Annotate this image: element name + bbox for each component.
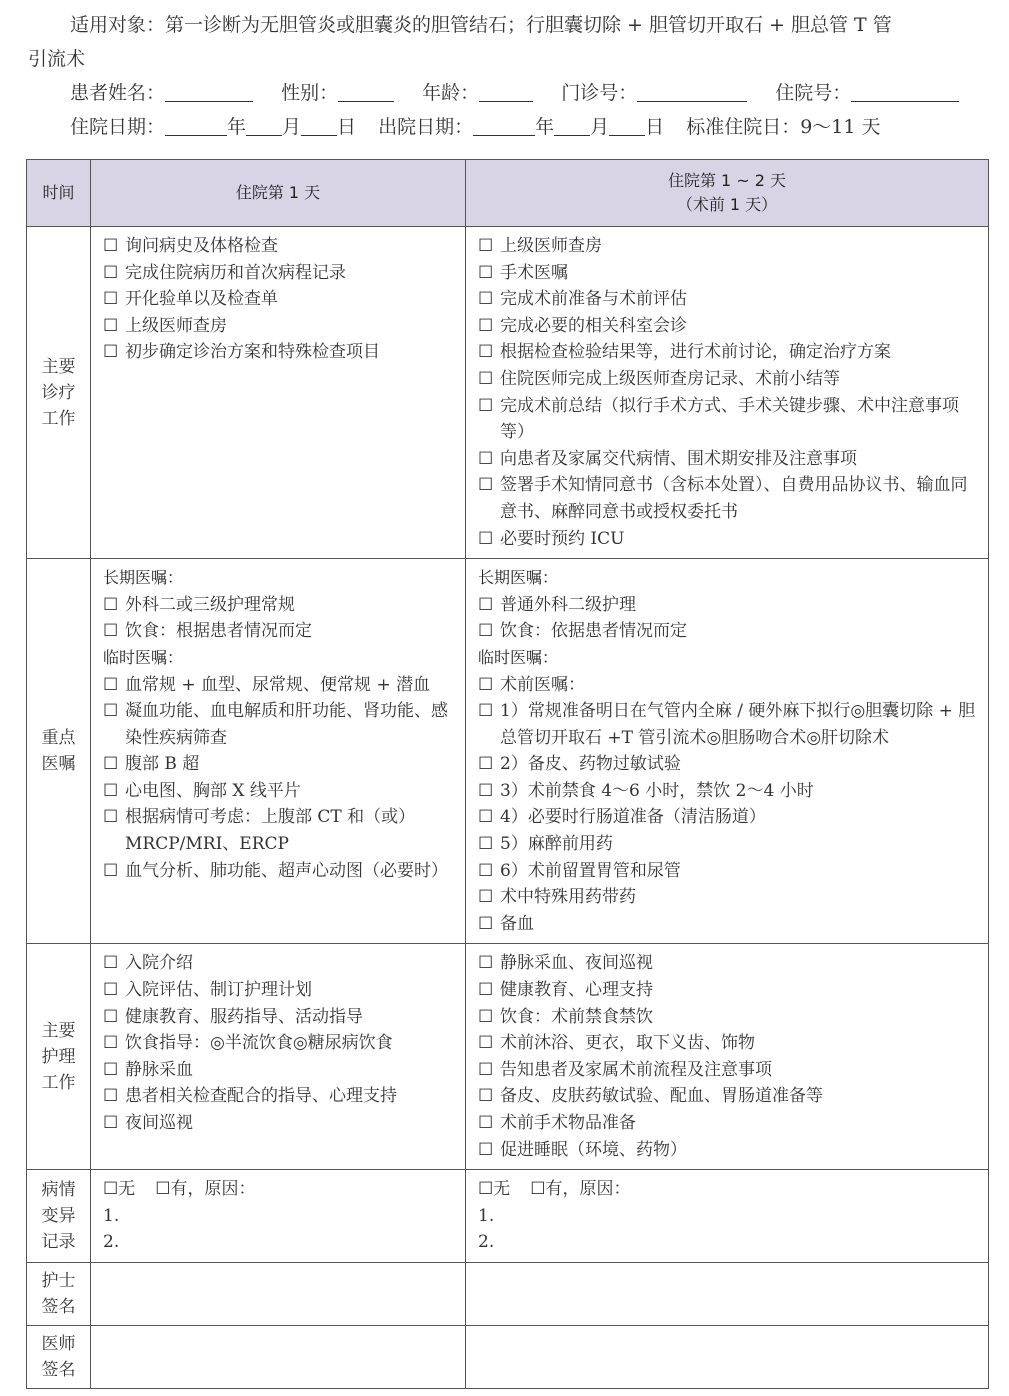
checklist-item-text: 术前手术物品准备 bbox=[500, 1113, 636, 1133]
header-day1: 住院第 1 天 bbox=[91, 160, 466, 227]
checkbox-icon[interactable]: ☐ bbox=[478, 448, 494, 469]
checkbox-icon[interactable]: ☐ bbox=[103, 1059, 119, 1080]
checklist-item[interactable] bbox=[478, 858, 980, 885]
row-orders bbox=[27, 559, 989, 944]
orders-day12-temp-list bbox=[478, 672, 980, 938]
checklist-item-text: 血气分析、肺功能、超声心动图（必要时） bbox=[125, 860, 448, 881]
checklist-item-text: 备血 bbox=[500, 913, 534, 934]
day-unit: 日 bbox=[337, 116, 357, 138]
checklist-item[interactable] bbox=[478, 950, 980, 977]
checklist-item-text: 5）麻醉前用药 bbox=[500, 834, 613, 855]
applicability-text bbox=[28, 8, 988, 42]
checklist-item[interactable] bbox=[478, 618, 980, 645]
checklist-item[interactable] bbox=[478, 592, 980, 619]
checklist-item-text: 签署手术知情同意书（含标本处置）、自费用品协议书、输血同意书、麻醉同意书或授权委托书 bbox=[500, 475, 968, 522]
applicability-line: 适用对象：第一诊断为无胆管炎或胆囊炎的胆管结石；行胆囊切除 + 胆管切开取石 + 胆总管 T 管 bbox=[70, 14, 892, 36]
checklist-item-text: 2）备皮、药物过敏试验 bbox=[500, 754, 681, 775]
checklist-item[interactable] bbox=[103, 339, 457, 366]
standard-stay: 标准住院日：9～11 天 bbox=[686, 116, 881, 138]
row-variation bbox=[27, 1170, 989, 1263]
checkbox-icon[interactable]: ☐ bbox=[103, 1086, 119, 1107]
checklist-item-text: 3）术前禁食 4～6 小时，禁饮 2～4 小时 bbox=[500, 780, 814, 801]
patient-info-line bbox=[28, 76, 988, 110]
row-label-nursing: 主要 护理 工作 bbox=[27, 944, 91, 1170]
checklist-item[interactable] bbox=[103, 977, 457, 1004]
table-header-row bbox=[27, 160, 989, 227]
checklist-item-text: 完成术前总结（拟行手术方式、手术关键步骤、术中注意事项等） bbox=[500, 395, 959, 443]
checklist-item[interactable] bbox=[478, 339, 980, 366]
checklist-item[interactable] bbox=[478, 778, 980, 805]
checklist-item[interactable] bbox=[478, 1057, 980, 1084]
applicability-cont: 引流术 bbox=[28, 48, 86, 70]
checklist-item-text: 静脉采血、夜间巡视 bbox=[500, 953, 653, 974]
variation-day1-cell bbox=[91, 1170, 466, 1263]
checklist-item[interactable] bbox=[103, 1004, 457, 1031]
checklist-item-text: 饮食指导：◎半流饮食◎糖尿病饮食 bbox=[125, 1033, 393, 1054]
month-unit: 月 bbox=[590, 116, 610, 138]
month-unit: 月 bbox=[282, 116, 302, 138]
checkbox-icon[interactable]: ☐ bbox=[103, 1113, 119, 1133]
checkbox-icon[interactable]: ☐ bbox=[103, 262, 119, 283]
nurse-sign-day12-field[interactable] bbox=[466, 1262, 989, 1325]
checklist-item[interactable] bbox=[478, 1110, 980, 1137]
checklist-item-text: 入院介绍 bbox=[125, 953, 193, 974]
checkbox-icon[interactable]: ☐ bbox=[103, 701, 119, 722]
patient-name-field[interactable] bbox=[165, 79, 253, 102]
clinic-no-field[interactable] bbox=[637, 79, 747, 102]
variation-yes-checkbox[interactable]: ☐有，原因： bbox=[155, 1179, 256, 1200]
variation-yes-checkbox[interactable]: ☐有，原因： bbox=[530, 1179, 631, 1200]
variation-reason-1[interactable]: 1. bbox=[103, 1205, 120, 1226]
diagnosis-day1-list bbox=[103, 233, 457, 366]
checklist-item[interactable] bbox=[478, 1083, 980, 1110]
checkbox-icon[interactable]: ☐ bbox=[478, 1139, 494, 1160]
checklist-item[interactable] bbox=[478, 698, 980, 751]
date-info-line bbox=[28, 110, 988, 144]
admission-no-field[interactable] bbox=[851, 79, 959, 102]
checkbox-icon[interactable]: ☐ bbox=[478, 475, 494, 496]
checklist-item-text: 向患者及家属交代病情、围术期安排及注意事项 bbox=[500, 448, 857, 469]
diagnosis-day12-cell bbox=[466, 227, 989, 559]
doctor-sign-day12-field[interactable] bbox=[466, 1325, 989, 1388]
checklist-item-text: 必要时预约 ICU bbox=[500, 528, 625, 549]
checkbox-icon[interactable]: ☐ bbox=[103, 953, 119, 974]
checklist-item[interactable] bbox=[478, 804, 980, 831]
checkbox-icon[interactable]: ☐ bbox=[478, 674, 494, 695]
discharge-day-field[interactable] bbox=[609, 113, 645, 136]
checkbox-icon[interactable]: ☐ bbox=[478, 368, 494, 389]
row-label-doctor-sign: 医师 签名 bbox=[27, 1325, 91, 1388]
checklist-item-text: 健康教育、心理支持 bbox=[500, 980, 653, 1001]
checkbox-icon[interactable]: ☐ bbox=[478, 754, 494, 775]
checklist-item[interactable] bbox=[103, 950, 457, 977]
header-time: 时间 bbox=[27, 160, 91, 227]
checklist-item-text: 血常规 + 血型、尿常规、便常规 + 潜血 bbox=[125, 674, 431, 695]
discharge-year-field[interactable] bbox=[473, 113, 535, 136]
discharge-month-field[interactable] bbox=[554, 113, 590, 136]
checklist-item-text: 询问病史及体格检查 bbox=[125, 236, 278, 256]
checklist-item[interactable] bbox=[478, 672, 980, 699]
checklist-item-text: 住院医师完成上级医师查房记录、术前小结等 bbox=[500, 368, 840, 389]
orders-day1-cell bbox=[91, 559, 466, 944]
checklist-item[interactable] bbox=[103, 313, 457, 340]
checkbox-icon[interactable]: ☐ bbox=[478, 1006, 494, 1027]
checklist-item[interactable] bbox=[103, 592, 457, 619]
checklist-item[interactable] bbox=[103, 1030, 457, 1057]
diagnosis-day1-cell bbox=[91, 227, 466, 559]
checklist-item-text: 术中特殊用药带药 bbox=[500, 887, 636, 908]
checklist-item[interactable] bbox=[103, 618, 457, 645]
patient-name-label: 患者姓名： bbox=[70, 82, 166, 104]
checklist-item-text: 静脉采血 bbox=[125, 1059, 193, 1080]
checkbox-icon[interactable]: ☐ bbox=[103, 674, 119, 695]
clinical-pathway-table bbox=[26, 159, 989, 1389]
checkbox-icon[interactable]: ☐ bbox=[103, 315, 119, 336]
admission-no-label: 住院号： bbox=[775, 82, 852, 104]
row-doctor-sign bbox=[27, 1325, 989, 1388]
checklist-item-text: 根据检查检验结果等，进行术前讨论，确定治疗方案 bbox=[500, 342, 891, 363]
checkbox-icon[interactable]: ☐ bbox=[478, 701, 494, 722]
checklist-item-text: 患者相关检查配合的指导、心理支持 bbox=[125, 1086, 397, 1107]
checkbox-icon[interactable]: ☐ bbox=[103, 342, 119, 363]
checklist-item[interactable] bbox=[103, 1110, 457, 1137]
nursing-day1-cell bbox=[91, 944, 466, 1170]
checklist-item-text: 腹部 B 超 bbox=[125, 754, 200, 775]
checklist-item[interactable] bbox=[103, 260, 457, 287]
checkbox-icon[interactable]: ☐ bbox=[478, 1033, 494, 1054]
checklist-item-text: 饮食：依据患者情况而定 bbox=[500, 621, 687, 642]
nursing-day1-list bbox=[103, 950, 457, 1136]
temporary-orders-heading: 临时医嘱： bbox=[478, 647, 559, 667]
long-term-orders-heading: 长期医嘱： bbox=[103, 568, 184, 588]
checklist-item-text: 普通外科二级护理 bbox=[500, 594, 636, 615]
checklist-item-text: 根据病情可考虑：上腹部 CT 和（或）MRCP/MRI、ERCP bbox=[125, 807, 416, 855]
checkbox-icon[interactable]: ☐ bbox=[478, 1113, 494, 1133]
checklist-item[interactable] bbox=[478, 751, 980, 778]
checklist-item-text: 4）必要时行肠道准备（清洁肠道） bbox=[500, 807, 766, 828]
checklist-item-text: 上级医师查房 bbox=[500, 236, 602, 256]
checklist-item-text: 完成术前准备与术前评估 bbox=[500, 289, 687, 310]
checklist-item-text: 夜间巡视 bbox=[125, 1113, 193, 1133]
checkbox-icon[interactable]: ☐ bbox=[478, 834, 494, 855]
checklist-item-text: 上级医师查房 bbox=[125, 315, 227, 336]
form-intro bbox=[28, 8, 988, 144]
admit-month-field[interactable] bbox=[246, 113, 282, 136]
checkbox-icon[interactable]: ☐ bbox=[478, 887, 494, 908]
checklist-item-text: 促进睡眠（环境、药物） bbox=[500, 1139, 687, 1160]
checkbox-icon[interactable]: ☐ bbox=[103, 860, 119, 881]
variation-reason-2[interactable]: 2. bbox=[478, 1232, 495, 1253]
checklist-item[interactable] bbox=[478, 446, 980, 473]
admit-date-label: 住院日期： bbox=[70, 116, 166, 138]
checkbox-icon[interactable]: ☐ bbox=[478, 1059, 494, 1080]
orders-day1-temp-list bbox=[103, 672, 457, 885]
checkbox-icon[interactable]: ☐ bbox=[103, 236, 119, 256]
checklist-item[interactable] bbox=[103, 804, 457, 857]
row-diagnosis bbox=[27, 227, 989, 559]
checklist-item[interactable] bbox=[478, 233, 980, 260]
checklist-item[interactable] bbox=[478, 366, 980, 393]
checkbox-icon[interactable]: ☐ bbox=[478, 807, 494, 828]
year-unit: 年 bbox=[227, 116, 247, 138]
admit-year-field[interactable] bbox=[165, 113, 227, 136]
checkbox-icon[interactable]: ☐ bbox=[478, 860, 494, 881]
checkbox-icon[interactable]: ☐ bbox=[103, 1033, 119, 1054]
doctor-sign-day1-field[interactable] bbox=[91, 1325, 466, 1388]
checklist-item-text: 心电图、胸部 X 线平片 bbox=[125, 780, 301, 801]
header-day12-title: 住院第 1 ~ 2 天 bbox=[667, 171, 787, 190]
age-label: 年龄： bbox=[422, 82, 480, 104]
checklist-item-text: 入院评估、制订护理计划 bbox=[125, 980, 312, 1001]
checklist-item-text: 开化验单以及检查单 bbox=[125, 289, 278, 310]
long-term-orders-heading: 长期医嘱： bbox=[478, 568, 559, 588]
year-unit: 年 bbox=[535, 116, 555, 138]
checklist-item-text: 1）常规准备明日在气管内全麻 / 硬外麻下拟行◎胆囊切除 + 胆总管切开取石 +T 管引流术◎胆肠吻合术◎肝切除术 bbox=[500, 701, 976, 748]
nursing-day12-list bbox=[478, 950, 980, 1163]
checklist-item[interactable] bbox=[103, 1083, 457, 1110]
variation-reason-1[interactable]: 1. bbox=[478, 1205, 495, 1226]
checklist-item[interactable] bbox=[478, 977, 980, 1004]
checklist-item-text: 6）术前留置胃管和尿管 bbox=[500, 860, 681, 881]
checklist-item[interactable] bbox=[478, 526, 980, 553]
variation-none-checkbox[interactable]: ☐无 bbox=[478, 1179, 511, 1200]
checkbox-icon[interactable]: ☐ bbox=[478, 953, 494, 974]
checkbox-icon[interactable]: ☐ bbox=[103, 780, 119, 801]
day-unit: 日 bbox=[645, 116, 665, 138]
checkbox-icon[interactable]: ☐ bbox=[103, 807, 119, 828]
row-label-orders: 重点 医嘱 bbox=[27, 559, 91, 944]
age-field[interactable] bbox=[479, 79, 533, 102]
checklist-item-text: 术前沐浴、更衣，取下义齿、饰物 bbox=[500, 1033, 755, 1054]
checklist-item-text: 手术医嘱 bbox=[500, 262, 568, 283]
checklist-item[interactable] bbox=[478, 911, 980, 938]
header-day12-subtitle: （术前 1 天） bbox=[676, 195, 778, 214]
checklist-item[interactable] bbox=[103, 286, 457, 313]
checkbox-icon[interactable]: ☐ bbox=[478, 289, 494, 310]
nurse-sign-day1-field[interactable] bbox=[91, 1262, 466, 1325]
checklist-item[interactable] bbox=[478, 831, 980, 858]
checklist-item[interactable] bbox=[478, 1004, 980, 1031]
checkbox-icon[interactable]: ☐ bbox=[103, 594, 119, 615]
checkbox-icon[interactable]: ☐ bbox=[478, 594, 494, 615]
checklist-item[interactable] bbox=[478, 313, 980, 340]
row-nursing bbox=[27, 944, 989, 1170]
checklist-item[interactable] bbox=[478, 286, 980, 313]
checkbox-icon[interactable]: ☐ bbox=[478, 236, 494, 256]
checkbox-icon[interactable]: ☐ bbox=[478, 913, 494, 934]
row-nurse-sign bbox=[27, 1262, 989, 1325]
discharge-date-label: 出院日期： bbox=[378, 116, 474, 138]
admit-day-field[interactable] bbox=[301, 113, 337, 136]
gender-field[interactable] bbox=[338, 79, 394, 102]
checklist-item-text: 初步确定诊治方案和特殊检查项目 bbox=[125, 342, 380, 363]
orders-day12-long-list bbox=[478, 592, 980, 645]
checkbox-icon[interactable]: ☐ bbox=[478, 342, 494, 363]
nursing-day12-cell bbox=[466, 944, 989, 1170]
checklist-item[interactable] bbox=[478, 1137, 980, 1164]
diagnosis-day12-list bbox=[478, 233, 980, 552]
checklist-item-text: 外科二或三级护理常规 bbox=[125, 594, 295, 615]
orders-day12-cell bbox=[466, 559, 989, 944]
checklist-item[interactable] bbox=[103, 1057, 457, 1084]
row-label-variation: 病情 变异 记录 bbox=[27, 1170, 91, 1263]
variation-day12-cell bbox=[466, 1170, 989, 1263]
temporary-orders-heading: 临时医嘱： bbox=[103, 647, 184, 667]
checklist-item-text: 饮食：根据患者情况而定 bbox=[125, 621, 312, 642]
variation-none-checkbox[interactable]: ☐无 bbox=[103, 1179, 136, 1200]
checklist-item[interactable] bbox=[478, 393, 980, 446]
variation-reason-2[interactable]: 2. bbox=[103, 1232, 120, 1253]
checklist-item[interactable] bbox=[478, 260, 980, 287]
row-label-nurse-sign: 护士 签名 bbox=[27, 1262, 91, 1325]
checklist-item-text: 告知患者及家属术前流程及注意事项 bbox=[500, 1059, 772, 1080]
checklist-item[interactable] bbox=[103, 698, 457, 751]
checkbox-icon[interactable]: ☐ bbox=[478, 780, 494, 801]
checklist-item[interactable] bbox=[478, 472, 980, 525]
checkbox-icon[interactable]: ☐ bbox=[103, 1006, 119, 1027]
checkbox-icon[interactable]: ☐ bbox=[478, 980, 494, 1001]
clinic-no-label: 门诊号： bbox=[561, 82, 638, 104]
checklist-item-text: 饮食：术前禁食禁饮 bbox=[500, 1006, 653, 1027]
checkbox-icon[interactable]: ☐ bbox=[478, 315, 494, 336]
checkbox-icon[interactable]: ☐ bbox=[103, 621, 119, 642]
checkbox-icon[interactable]: ☐ bbox=[103, 289, 119, 310]
checklist-item-text: 完成必要的相关科室会诊 bbox=[500, 315, 687, 336]
checklist-item[interactable] bbox=[478, 884, 980, 911]
checkbox-icon[interactable]: ☐ bbox=[478, 262, 494, 283]
checklist-item[interactable] bbox=[478, 1030, 980, 1057]
checklist-item-text: 凝血功能、血电解质和肝功能、肾功能、感染性疾病筛查 bbox=[125, 701, 448, 748]
checkbox-icon[interactable]: ☐ bbox=[103, 754, 119, 775]
checklist-item-text: 完成住院病历和首次病程记录 bbox=[125, 262, 346, 283]
checklist-item[interactable] bbox=[103, 858, 457, 885]
row-label-diagnosis: 主要 诊疗 工作 bbox=[27, 227, 91, 559]
checklist-item-text: 备皮、皮肤药敏试验、配血、胃肠道准备等 bbox=[500, 1086, 823, 1107]
checkbox-icon[interactable]: ☐ bbox=[478, 395, 494, 416]
gender-label: 性别： bbox=[281, 82, 339, 104]
checkbox-icon[interactable]: ☐ bbox=[478, 528, 494, 549]
checkbox-icon[interactable]: ☐ bbox=[103, 980, 119, 1001]
checklist-item[interactable] bbox=[103, 672, 457, 699]
orders-day1-long-list bbox=[103, 592, 457, 645]
header-day12 bbox=[466, 160, 989, 227]
checklist-item[interactable] bbox=[103, 751, 457, 778]
checklist-item[interactable] bbox=[103, 233, 457, 260]
checklist-item[interactable] bbox=[103, 778, 457, 805]
checkbox-icon[interactable]: ☐ bbox=[478, 621, 494, 642]
checklist-item-text: 健康教育、服药指导、活动指导 bbox=[125, 1006, 363, 1027]
checklist-item-text: 术前医嘱： bbox=[500, 674, 585, 695]
checkbox-icon[interactable]: ☐ bbox=[478, 1086, 494, 1107]
